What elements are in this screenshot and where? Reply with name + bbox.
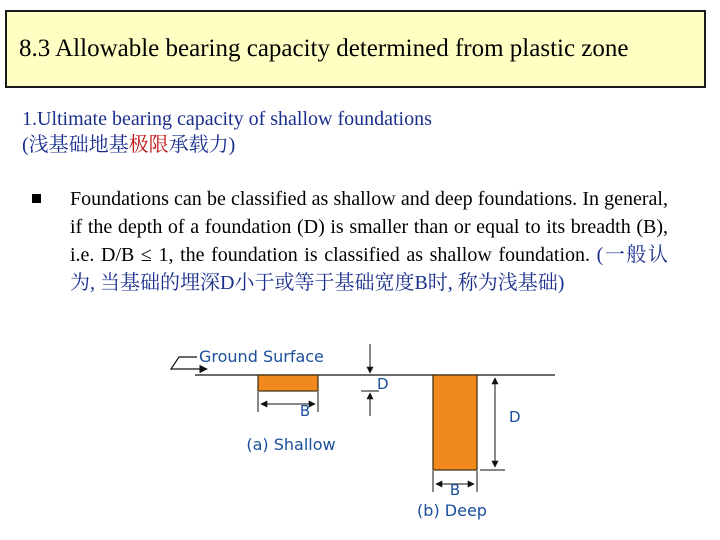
heading-chinese-part-2: 承载力) [168,134,236,156]
deep-caption: (b) Deep [417,501,487,520]
bullet-english-text: Foundations can be classified as shallow and deep foundations. In general, if the depth of a foundation (D) is smaller than or equal to its breadth (B), i.e. D/B ≤ 1, the foundation is classified as shallow foundation. [70,188,668,266]
shallow-breadth-label: B [299,402,311,420]
heading-chinese-part-1: (浅基础地基 [22,134,129,156]
section-heading [22,106,432,158]
slide-title: 8.3 Allowable bearing capacity determined from plastic zone [19,35,629,62]
section-heading-english: 1.Ultimate bearing capacity of shallow foundations [22,108,432,130]
heading-chinese-highlight: 极限 [128,134,169,156]
foundation-diagram [165,340,565,525]
deep-breadth-label: B [449,481,461,499]
bullet-chinese-text: (一般认为, 当基础的埋深D小于或等于基础宽度B时, 称为浅基础) [70,244,668,294]
deep-depth-label: D [509,408,521,426]
slide-title-box [5,10,706,88]
shallow-depth-label: D [377,375,389,393]
shallow-footing [258,375,318,391]
ground-surface-label: Ground Surface [199,347,324,366]
bullet-square-icon [32,194,41,203]
deep-footing [433,375,477,470]
section-heading-chinese [22,132,432,158]
bullet-paragraph [70,185,668,297]
shallow-caption: (a) Shallow [246,435,336,454]
